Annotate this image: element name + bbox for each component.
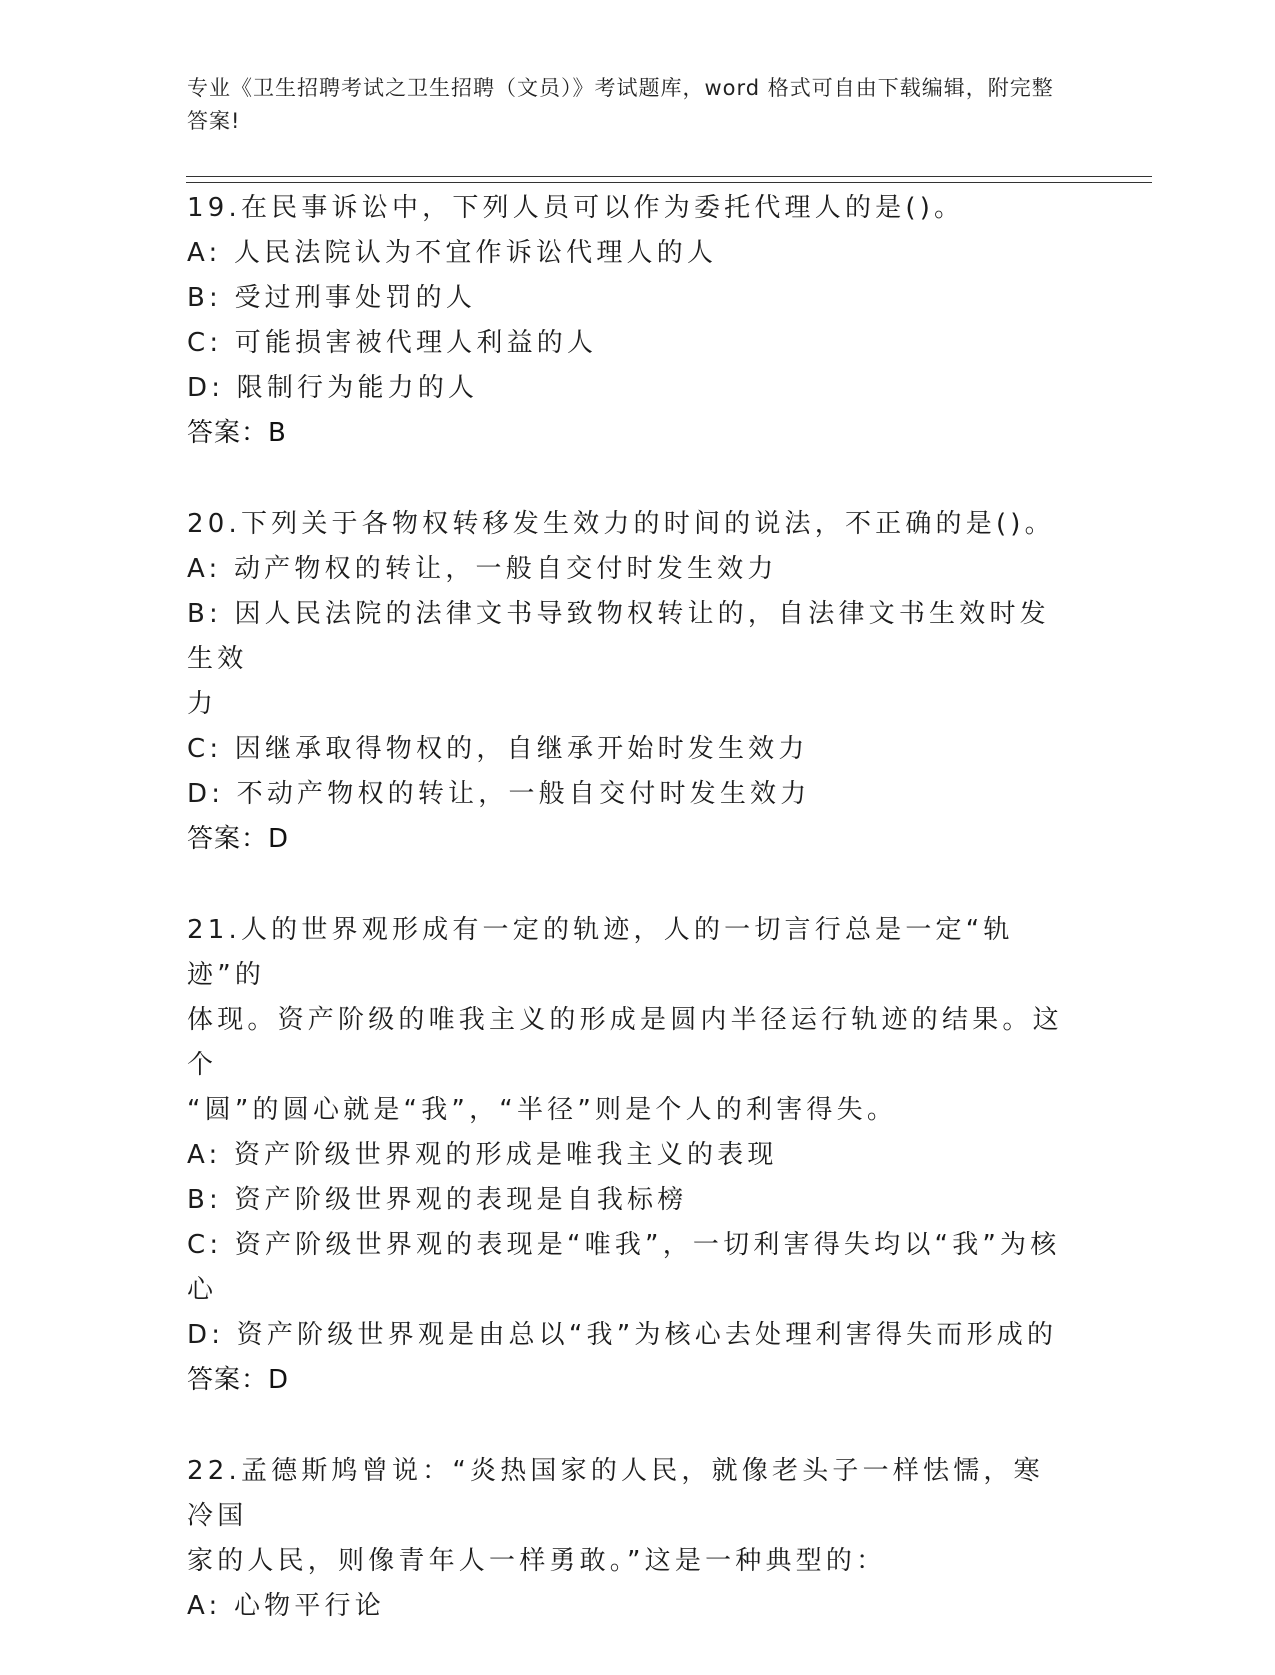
question-stem: 21.人的世界观形成有一定的轨迹，人的一切言行总是一定“轨迹”的 bbox=[187, 915, 1014, 990]
option-d: D: 限制行为能力的人 bbox=[187, 373, 479, 403]
question-22 bbox=[187, 1449, 1067, 1629]
option-a: A: 人民法院认为不宜作诉讼代理人的人 bbox=[187, 238, 718, 268]
question-stem-continued: “圆”的圆心就是“我”，“半径”则是个人的利害得失。 bbox=[187, 1095, 898, 1125]
option-c: C: 可能损害被代理人利益的人 bbox=[187, 328, 598, 358]
question-19 bbox=[187, 186, 1067, 456]
question-stem: 19.在民事诉讼中，下列人员可以作为委托代理人的是()。 bbox=[187, 193, 965, 223]
question-stem-continued: 体现。资产阶级的唯我主义的形成是圆内半径运行轨迹的结果。这个 bbox=[187, 1005, 1063, 1080]
option-b: B: 因人民法院的法律文书导致物权转让的，自法律文书生效时发生效 bbox=[187, 599, 1050, 674]
option-d: D: 资产阶级世界观是由总以“我”为核心去处理利害得失而形成的 bbox=[187, 1320, 1058, 1350]
option-c-continued: 心 bbox=[187, 1275, 218, 1305]
question-list bbox=[187, 186, 1067, 1675]
option-a: A: 心物平行论 bbox=[187, 1591, 385, 1621]
answer-label: 答案：D bbox=[187, 1365, 290, 1395]
option-a: A: 资产阶级世界观的形成是唯我主义的表现 bbox=[187, 1140, 778, 1170]
answer-label: 答案：B bbox=[187, 418, 287, 448]
option-c: C: 因继承取得物权的，自继承开始时发生效力 bbox=[187, 734, 809, 764]
question-stem-continued: 家的人民，则像青年人一样勇敢。”这是一种典型的： bbox=[187, 1546, 887, 1576]
option-b: B: 受过刑事处罚的人 bbox=[187, 283, 477, 313]
option-b-continued: 力 bbox=[187, 689, 218, 719]
question-20 bbox=[187, 502, 1067, 862]
option-d: D: 不动产物权的转让，一般自交付时发生效力 bbox=[187, 779, 811, 809]
option-c: C: 资产阶级世界观的表现是“唯我”，一切利害得失均以“我”为核 bbox=[187, 1230, 1061, 1260]
question-21 bbox=[187, 908, 1067, 1403]
option-a: A: 动产物权的转让，一般自交付时发生效力 bbox=[187, 554, 778, 584]
header-divider bbox=[186, 176, 1152, 183]
answer-label: 答案：D bbox=[187, 824, 290, 854]
option-b: B: 资产阶级世界观的表现是自我标榜 bbox=[187, 1185, 688, 1215]
document-header: 专业《卫生招聘考试之卫生招聘（文员）》考试题库，word 格式可自由下载编辑，附完整答案! bbox=[187, 76, 1054, 133]
question-stem: 20.下列关于各物权转移发生效力的时间的说法，不正确的是()。 bbox=[187, 509, 1055, 539]
question-stem: 22.孟德斯鸠曾说：“炎热国家的人民，就像老头子一样怯懦，寒冷国 bbox=[187, 1456, 1044, 1531]
